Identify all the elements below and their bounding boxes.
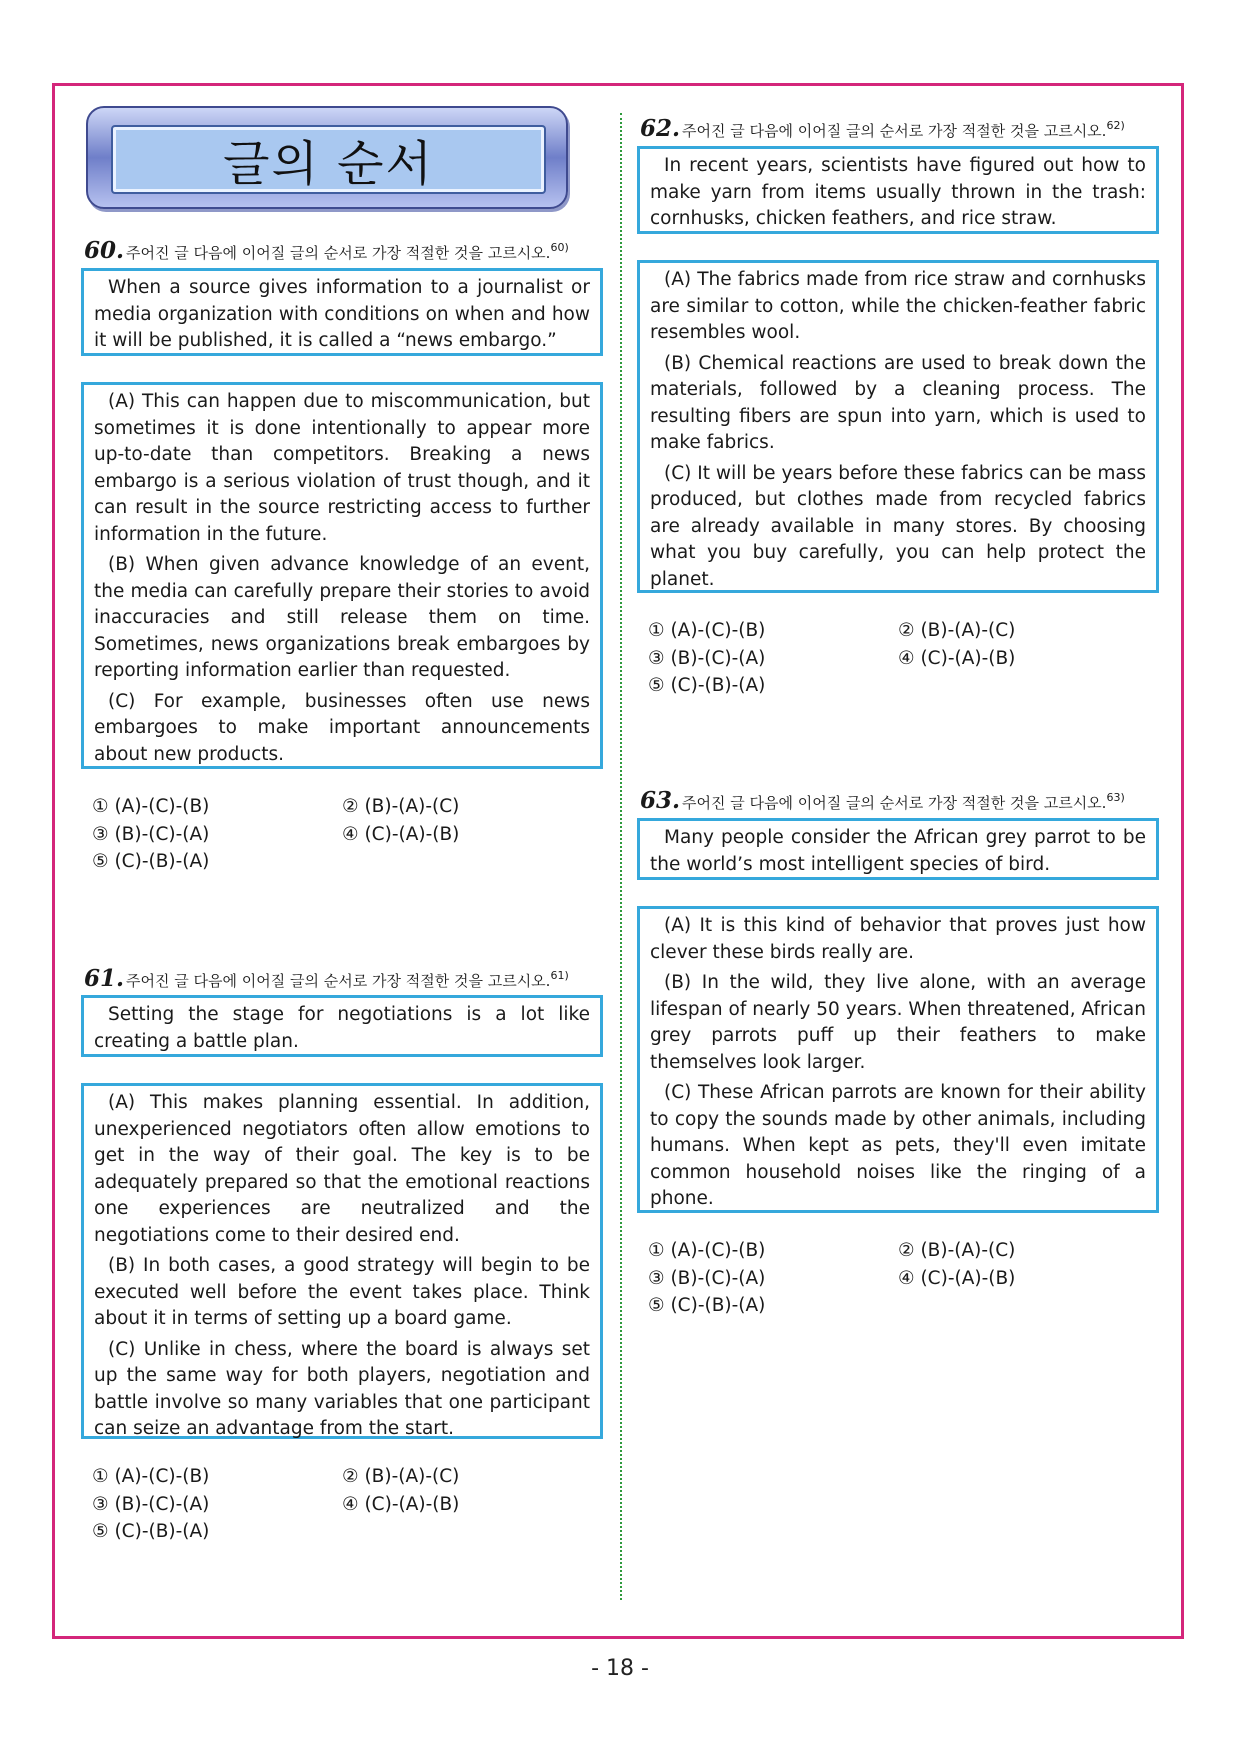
choice-4[interactable]: ④ (C)-(A)-(B) [342, 823, 460, 845]
choice-1[interactable]: ① (A)-(C)-(B) [648, 1240, 766, 1261]
question-60-choices [92, 793, 592, 876]
choice-5[interactable]: ⑤ (C)-(B)-(A) [92, 851, 210, 872]
paragraph-c: (C) For example, businesses often use news embargoes to make important announcements about new products. [94, 690, 590, 765]
question-number: 61. [84, 965, 125, 992]
question-63-header [640, 787, 1125, 814]
question-60-header [84, 237, 569, 264]
question-61-paragraphs-box [81, 1083, 603, 1439]
choice-2[interactable]: ② (B)-(A)-(C) [898, 1240, 1016, 1261]
question-63-paragraphs-box [637, 906, 1159, 1213]
question-footnote-ref: 61) [550, 969, 569, 982]
choice-2[interactable]: ② (B)-(A)-(C) [342, 1466, 460, 1487]
choice-3[interactable]: ③ (B)-(C)-(A) [648, 647, 766, 669]
question-instruction: 주어진 글 다음에 이어질 글의 순서로 가장 적절한 것을 고르시오. [682, 794, 1107, 812]
choice-5[interactable]: ⑤ (C)-(B)-(A) [648, 1295, 766, 1316]
column-divider [620, 113, 622, 1600]
question-60-given-box [81, 268, 603, 356]
question-61-choices [92, 1463, 592, 1546]
choice-2[interactable]: ② (B)-(A)-(C) [342, 796, 460, 817]
question-61-given-box [81, 995, 603, 1057]
question-62-paragraphs-box [637, 260, 1159, 593]
question-62-choices [648, 617, 1148, 700]
paragraph-b: (B) In both cases, a good strategy will begin to be executed well before the event takes place. Think about it in terms of setting up a board game. [94, 1255, 590, 1329]
paragraph-a: (A) This makes planning essential. In addition, unexperienced negotiators often allow emotions to get in the way of their goal. The key is to be adequately prepared so that the emotional reactions one experiences are neutralized and the negotiations come to their desired end. [94, 1092, 590, 1246]
choice-1[interactable]: ① (A)-(C)-(B) [92, 796, 210, 817]
choice-4[interactable]: ④ (C)-(A)-(B) [898, 647, 1016, 669]
paragraph-b: (B) When given advance knowledge of an event, the media can carefully prepare their stories to avoid inaccuracies and still release them on time. Sometimes, news organizations break embargoes by reporting information earlier than requested. [94, 554, 590, 681]
choice-4[interactable]: ④ (C)-(A)-(B) [898, 1267, 1016, 1289]
question-62-given-box [637, 146, 1159, 234]
question-instruction: 주어진 글 다음에 이어질 글의 순서로 가장 적절한 것을 고르시오. [126, 244, 551, 262]
question-instruction: 주어진 글 다음에 이어질 글의 순서로 가장 적절한 것을 고르시오. [682, 122, 1107, 140]
question-number: 60. [84, 237, 125, 264]
paragraph-a: (A) This can happen due to miscommunication, but sometimes it is done intentionally to appear more up-to-date than competitors. Breaking a news embargo is a serious violation of trust though, and it can result in the source restricting access to further information in the future. [94, 391, 590, 545]
page-number: - 18 - [591, 1656, 649, 1681]
section-title-banner [86, 106, 568, 209]
question-footnote-ref: 60) [550, 241, 569, 254]
choice-3[interactable]: ③ (B)-(C)-(A) [648, 1267, 766, 1289]
choice-3[interactable]: ③ (B)-(C)-(A) [92, 1493, 210, 1515]
choice-1[interactable]: ① (A)-(C)-(B) [648, 620, 766, 641]
given-text: In recent years, scientists have figured out how to make yarn from items usually thrown in the trash: cornhusks, chicken feathers, and rice straw. [650, 155, 1146, 229]
paragraph-a: (A) The fabrics made from rice straw and cornhusks are similar to cotton, while the chicken-feather fabric resembles wool. [650, 269, 1146, 343]
question-footnote-ref: 62) [1106, 119, 1125, 132]
question-61-header [84, 965, 569, 992]
choice-1[interactable]: ① (A)-(C)-(B) [92, 1466, 210, 1487]
question-62-header [640, 115, 1125, 142]
paragraph-c: (C) It will be years before these fabrics can be mass produced, but clothes made from recycled fabrics are already available in many stores. By choosing what you buy carefully, you can help protect the planet. [650, 462, 1146, 590]
choice-5[interactable]: ⑤ (C)-(B)-(A) [648, 675, 766, 696]
section-title-inner [111, 125, 546, 194]
given-text: Many people consider the African grey parrot to be the world’s most intelligent species of bird. [650, 827, 1146, 875]
choice-3[interactable]: ③ (B)-(C)-(A) [92, 823, 210, 845]
given-text: When a source gives information to a journalist or media organization with conditions on when and how it will be published, it is called a “news embargo.” [94, 277, 590, 351]
question-number: 62. [640, 115, 681, 142]
paragraph-c: (C) These African parrots are known for their ability to copy the sounds made by other animals, including humans. When kept as pets, they'll even imitate common household noises like the ringing of a phone. [650, 1082, 1146, 1209]
question-footnote-ref: 63) [1106, 791, 1125, 804]
choice-4[interactable]: ④ (C)-(A)-(B) [342, 1493, 460, 1515]
question-number: 63. [640, 787, 681, 814]
question-63-given-box [637, 818, 1159, 880]
question-63-choices [648, 1237, 1148, 1320]
paragraph-c: (C) Unlike in chess, where the board is always set up the same way for both players, negotiation and battle involve so many variables that one participant can seize an advantage from the start. [94, 1338, 590, 1439]
paragraph-b: (B) Chemical reactions are used to break down the materials, followed by a cleaning process. The resulting fibers are spun into yarn, which is used to make fabrics. [650, 352, 1146, 453]
question-60-paragraphs-box [81, 382, 603, 769]
paragraph-a: (A) It is this kind of behavior that proves just how clever these birds really are. [650, 915, 1146, 963]
choice-2[interactable]: ② (B)-(A)-(C) [898, 620, 1016, 641]
paragraph-b: (B) In the wild, they live alone, with an average lifespan of nearly 50 years. When threatened, African grey parrots puff up their feathers to make themselves look larger. [650, 972, 1146, 1073]
given-text: Setting the stage for negotiations is a lot like creating a battle plan. [94, 1004, 590, 1052]
choice-5[interactable]: ⑤ (C)-(B)-(A) [92, 1521, 210, 1542]
question-instruction: 주어진 글 다음에 이어질 글의 순서로 가장 적절한 것을 고르시오. [126, 972, 551, 990]
section-title: 글의 순서 [223, 136, 434, 192]
